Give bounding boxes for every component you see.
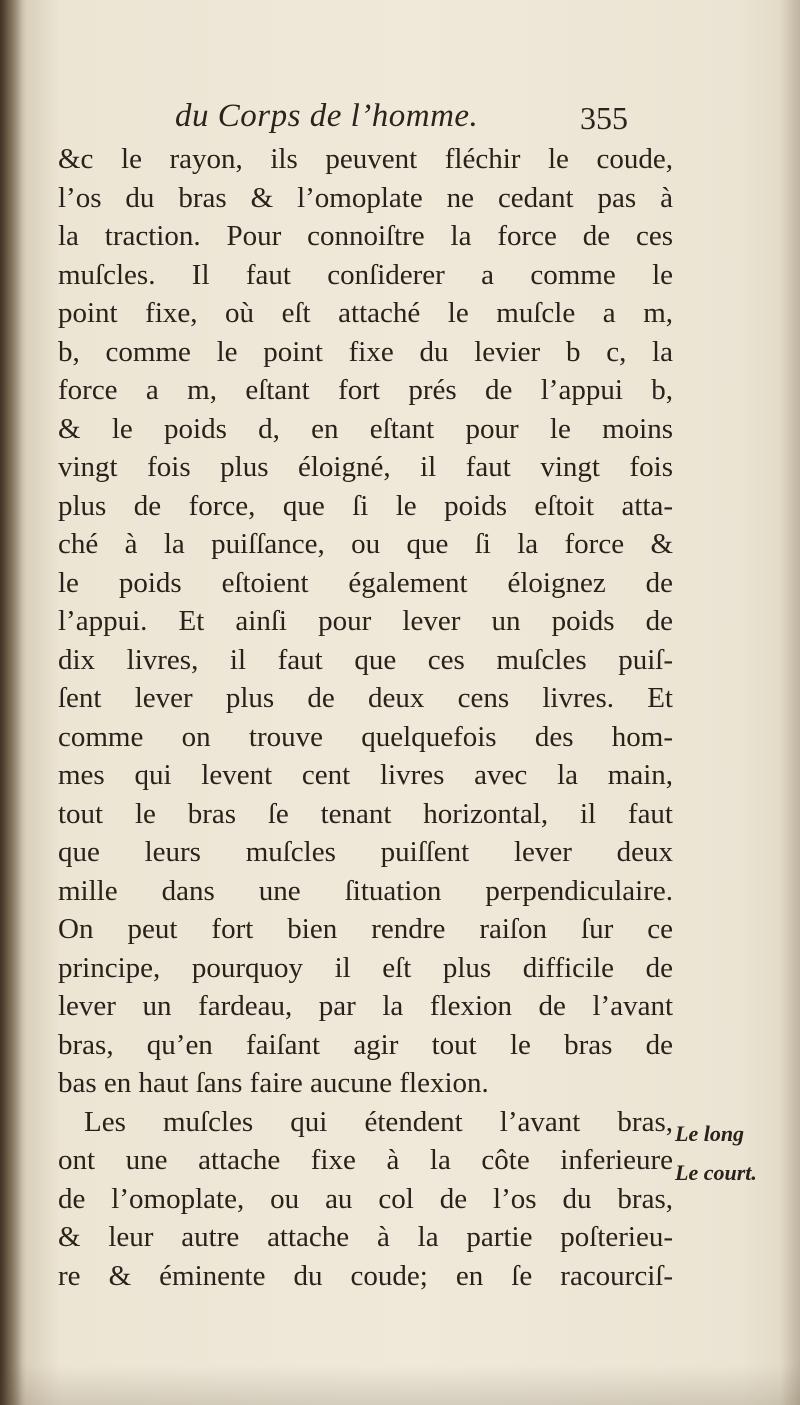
text-line: que leurs muſcles puiſſent lever deux xyxy=(58,836,673,868)
text-line: & leur autre attache à la partie poſterieu- xyxy=(58,1221,673,1253)
text-line: force a m, eſtant fort prés de l’appui b, xyxy=(58,374,673,406)
text-line: de l’omoplate, ou au col de l’os du bras, xyxy=(58,1182,673,1215)
text-line: la traction. Pour connoiſtre la force de ces xyxy=(58,220,673,252)
page-edge-shade xyxy=(780,0,800,1405)
text-line: b, comme le point fixe du levier b c, la xyxy=(58,335,673,368)
text-line: ont une attache fixe à la côte inferieure xyxy=(58,1144,673,1176)
text-line: comme on trouve quelquefois des hom- xyxy=(58,720,673,753)
page-number: 355 xyxy=(580,100,628,136)
page-bottom-shade xyxy=(0,1365,800,1405)
page-header xyxy=(175,98,675,144)
text-line: l’os du bras & l’omoplate ne cedant pas à xyxy=(58,181,673,214)
text-line: tout le bras ſe tenant horizontal, il faut xyxy=(58,797,673,830)
margin-note: Le court. xyxy=(675,1159,757,1185)
text-line: ſent lever plus de deux cens livres. Et xyxy=(58,682,673,714)
text-line: l’appui. Et ainſi pour lever un poids de xyxy=(58,605,673,637)
text-line: re & éminente du coude; en ſe racourciſ- xyxy=(58,1259,673,1292)
text-line: bras, qu’en faiſant agir tout le bras de xyxy=(58,1028,673,1061)
text-line: plus de force, que ſi le poids eſtoit atta- xyxy=(58,489,673,522)
text-line: dix livres, il faut que ces muſcles puiſ- xyxy=(58,643,673,676)
running-head: du Corps de l’homme. xyxy=(175,98,479,134)
body-text xyxy=(58,140,673,1295)
text-line: muſcles. Il faut conſiderer a comme le xyxy=(58,258,673,291)
text-line: point fixe, où eſt attaché le muſcle a m, xyxy=(58,297,673,329)
margin-note: Le long xyxy=(675,1121,745,1146)
text-line: vingt fois plus éloigné, il faut vingt fois xyxy=(58,451,673,483)
text-line: ché à la puiſſance, ou que ſi la force & xyxy=(58,528,673,560)
text-line: mille dans une ſituation perpendiculaire. xyxy=(58,874,673,907)
text-line: bas en haut ſans faire aucune flexion. xyxy=(58,1067,489,1099)
text-line: principe, pourquoy il eſt plus difficile de xyxy=(58,951,673,984)
text-line: &c le rayon, ils peuvent fléchir le coude, xyxy=(58,143,673,175)
margin-notes xyxy=(675,1115,795,1192)
text-line: le poids eſtoient également éloignez de xyxy=(58,566,673,599)
text-line: mes qui levent cent livres avec la main, xyxy=(58,759,673,791)
text-line: On peut fort bien rendre raiſon ſur ce xyxy=(58,913,673,945)
text-line: lever un fardeau, par la flexion de l’avant xyxy=(58,990,673,1022)
text-line: & le poids d, en eſtant pour le moins xyxy=(58,412,673,445)
text-line: Les muſcles qui étendent l’avant bras, xyxy=(84,1105,673,1138)
gutter-shadow xyxy=(0,0,26,1405)
